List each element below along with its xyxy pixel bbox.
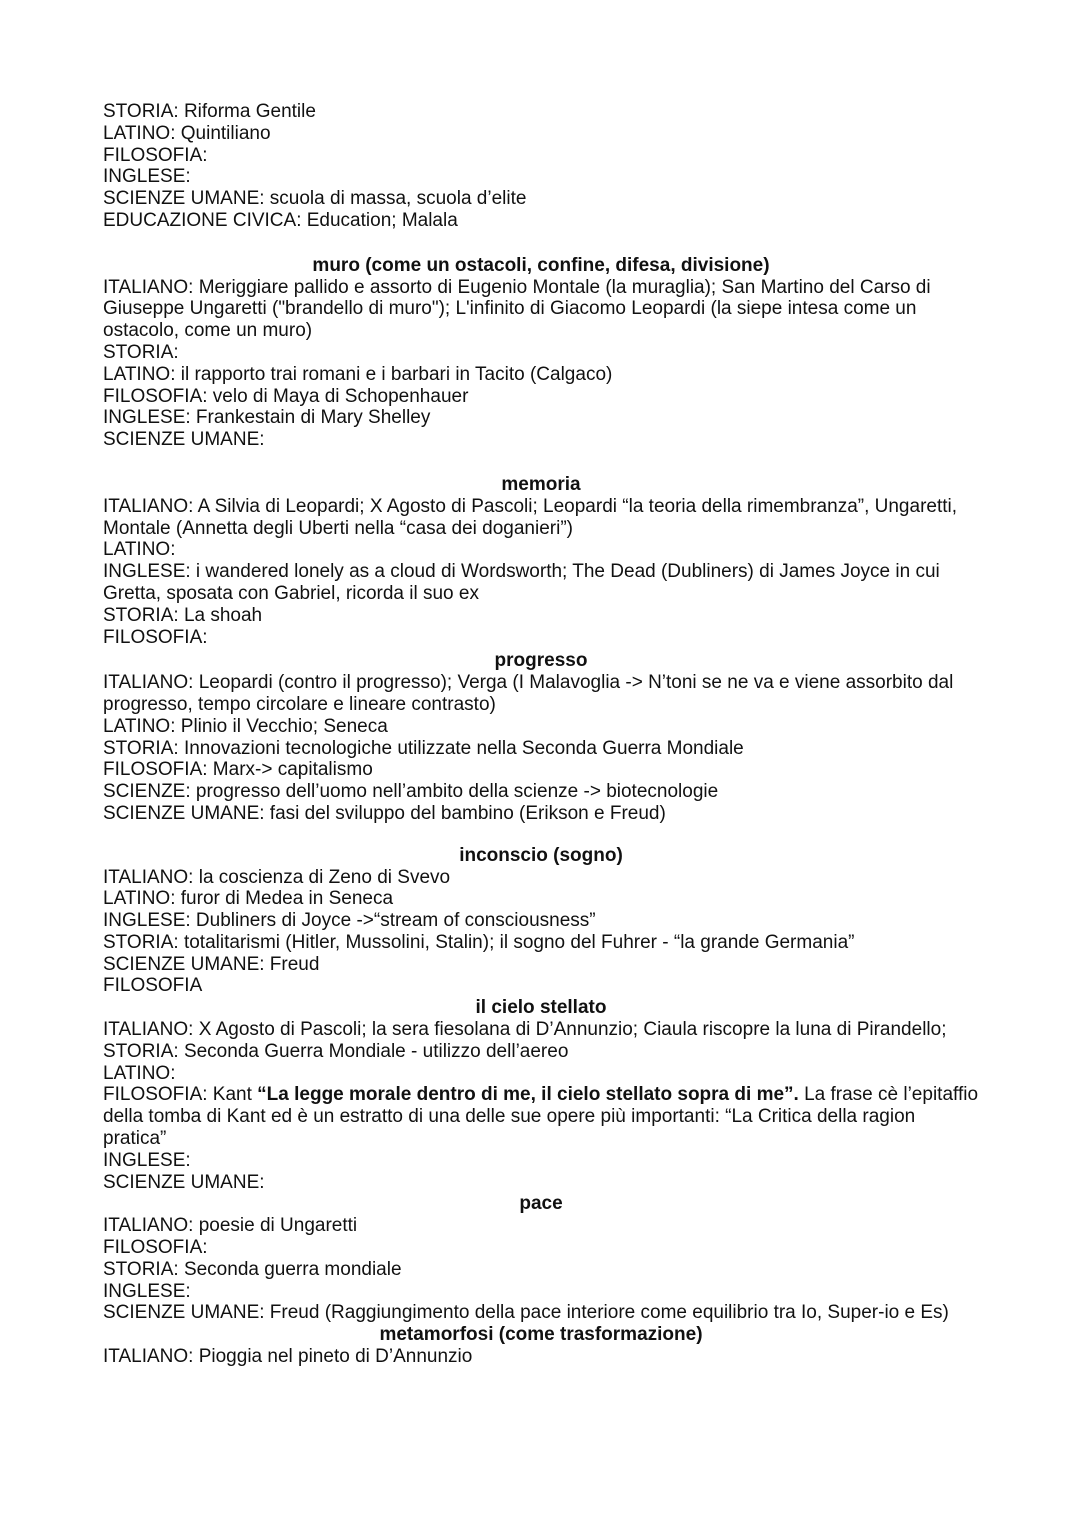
entry-italiano: ITALIANO: Meriggiare pallido e assorto di Eugenio Montale (la muraglia); San Martino del Carso di Giuseppe Ungaretti ("brandello di muro"); L'infinito di Giacomo Leopardi (la siepe intesa come un ostacolo, come un muro) — [103, 276, 931, 342]
entry-educazione-civica: EDUCAZIONE CIVICA: Education; Malala — [103, 209, 458, 231]
entry-filosofia: FILOSOFIA: — [103, 1237, 208, 1259]
document-page — [103, 101, 983, 1368]
entry-italiano: ITALIANO: Leopardi (contro il progresso); Verga (I Malavoglia -> N’toni se ne va e viene assorbito dal progresso, tempo circolare e lineare contrasto) — [103, 672, 954, 715]
section-muro — [103, 255, 983, 451]
section-heading: memoria — [501, 473, 581, 495]
entry-storia: STORIA: Innovazioni tecnologiche utilizzate nella Seconda Guerra Mondiale — [103, 737, 744, 759]
section-heading: progresso — [494, 650, 588, 672]
entry-storia: STORIA: totalitarismi (Hitler, Mussolini, Stalin); il sogno del Fuhrer - “la grande Germania” — [103, 931, 855, 953]
kant-quote: “La legge morale dentro di me, il cielo stellato sopra di me”. — [257, 1084, 799, 1106]
section-heading: metamorfosi (come trasformazione) — [379, 1324, 703, 1346]
entry-filosofia — [103, 1084, 983, 1149]
entry-italiano: ITALIANO: X Agosto di Pascoli; la sera fiesolana di D’Annunzio; Ciaula riscopre la luna di Pirandello; — [103, 1019, 947, 1041]
entry-latino: LATINO: furor di Medea in Seneca — [103, 888, 394, 910]
entry-latino: LATINO: Plinio il Vecchio; Seneca — [103, 715, 388, 737]
entry-italiano: ITALIANO: la coscienza di Zeno di Svevo — [103, 866, 451, 888]
entry-filosofia-prefix: FILOSOFIA: Kant — [103, 1084, 258, 1106]
entry-inglese: INGLESE: Frankestain di Mary Shelley — [103, 407, 431, 429]
section-scuola — [103, 101, 983, 232]
section-inconscio — [103, 845, 983, 998]
entry-scienze-umane: SCIENZE UMANE: fasi del sviluppo del bambino (Erikson e Freud) — [103, 802, 666, 824]
entry-inglese: INGLESE: i wandered lonely as a cloud di Wordsworth; The Dead (Dubliners) di James Joyce in cui Gretta, sposata con Gabriel, ricorda il suo ex — [103, 561, 940, 604]
entry-filosofia: FILOSOFIA: velo di Maya di Schopenhauer — [103, 385, 469, 407]
entry-scienze: SCIENZE: progresso dell’uomo nell’ambito della scienze -> biotecnologie — [103, 781, 719, 803]
section-heading: inconscio (sogno) — [459, 844, 623, 866]
entry-inglese: INGLESE: — [103, 166, 191, 188]
section-cielo-stellato — [103, 997, 983, 1193]
section-heading: muro (come un ostacoli, confine, difesa, divisione) — [312, 254, 770, 276]
entry-storia: STORIA: Seconda Guerra Mondiale - utilizzo dell’aereo — [103, 1040, 569, 1062]
section-metamorfosi — [103, 1324, 983, 1368]
entry-latino: LATINO: Quintiliano — [103, 122, 271, 144]
entry-scienze-umane: SCIENZE UMANE: Freud (Raggiungimento della pace interiore come equilibrio tra Io, Super-io e Es) — [103, 1302, 949, 1324]
section-heading: il cielo stellato — [475, 997, 607, 1019]
section-heading: pace — [519, 1193, 563, 1215]
entry-latino: LATINO: il rapporto trai romani e i barbari in Tacito (Calgaco) — [103, 363, 613, 385]
entry-filosofia: FILOSOFIA: — [103, 626, 208, 648]
entry-inglese: INGLESE: — [103, 1149, 191, 1171]
entry-italiano: ITALIANO: poesie di Ungaretti — [103, 1215, 358, 1237]
entry-scienze-umane: SCIENZE UMANE: scuola di massa, scuola d’elite — [103, 188, 527, 210]
entry-inglese: INGLESE: — [103, 1280, 191, 1302]
entry-latino: LATINO: — [103, 1062, 176, 1084]
entry-filosofia-rest: La frase cè l’epitaffio della tomba di Kant ed è un estratto di una delle sue opere più importanti: “La Critica della ragion pratica” — [103, 1084, 979, 1150]
section-progresso — [103, 650, 983, 824]
entry-inglese: INGLESE: Dubliners di Joyce ->“stream of consciousness” — [103, 910, 596, 932]
entry-italiano: ITALIANO: A Silvia di Leopardi; X Agosto di Pascoli; Leopardi “la teoria della rimembranza”, Ungaretti, Montale (Annetta degli Uberti nella “casa dei doganieri”) — [103, 495, 958, 539]
entry-scienze-umane: SCIENZE UMANE: — [103, 1171, 265, 1193]
entry-filosofia: FILOSOFIA — [103, 975, 203, 997]
entry-italiano: ITALIANO: Pioggia nel pineto di D’Annunzio — [103, 1346, 473, 1368]
section-memoria — [103, 474, 983, 648]
section-pace — [103, 1193, 983, 1324]
entry-storia: STORIA: Seconda guerra mondiale — [103, 1258, 402, 1280]
entry-scienze-umane: SCIENZE UMANE: Freud — [103, 953, 320, 975]
entry-scienze-umane: SCIENZE UMANE: — [103, 429, 265, 451]
entry-latino: LATINO: — [103, 539, 176, 561]
entry-storia: STORIA: — [103, 341, 179, 363]
entry-storia: STORIA: La shoah — [103, 604, 263, 626]
entry-filosofia: FILOSOFIA: Marx-> capitalismo — [103, 759, 373, 781]
entry-storia: STORIA: Riforma Gentile — [103, 101, 316, 122]
entry-filosofia: FILOSOFIA: — [103, 144, 208, 166]
